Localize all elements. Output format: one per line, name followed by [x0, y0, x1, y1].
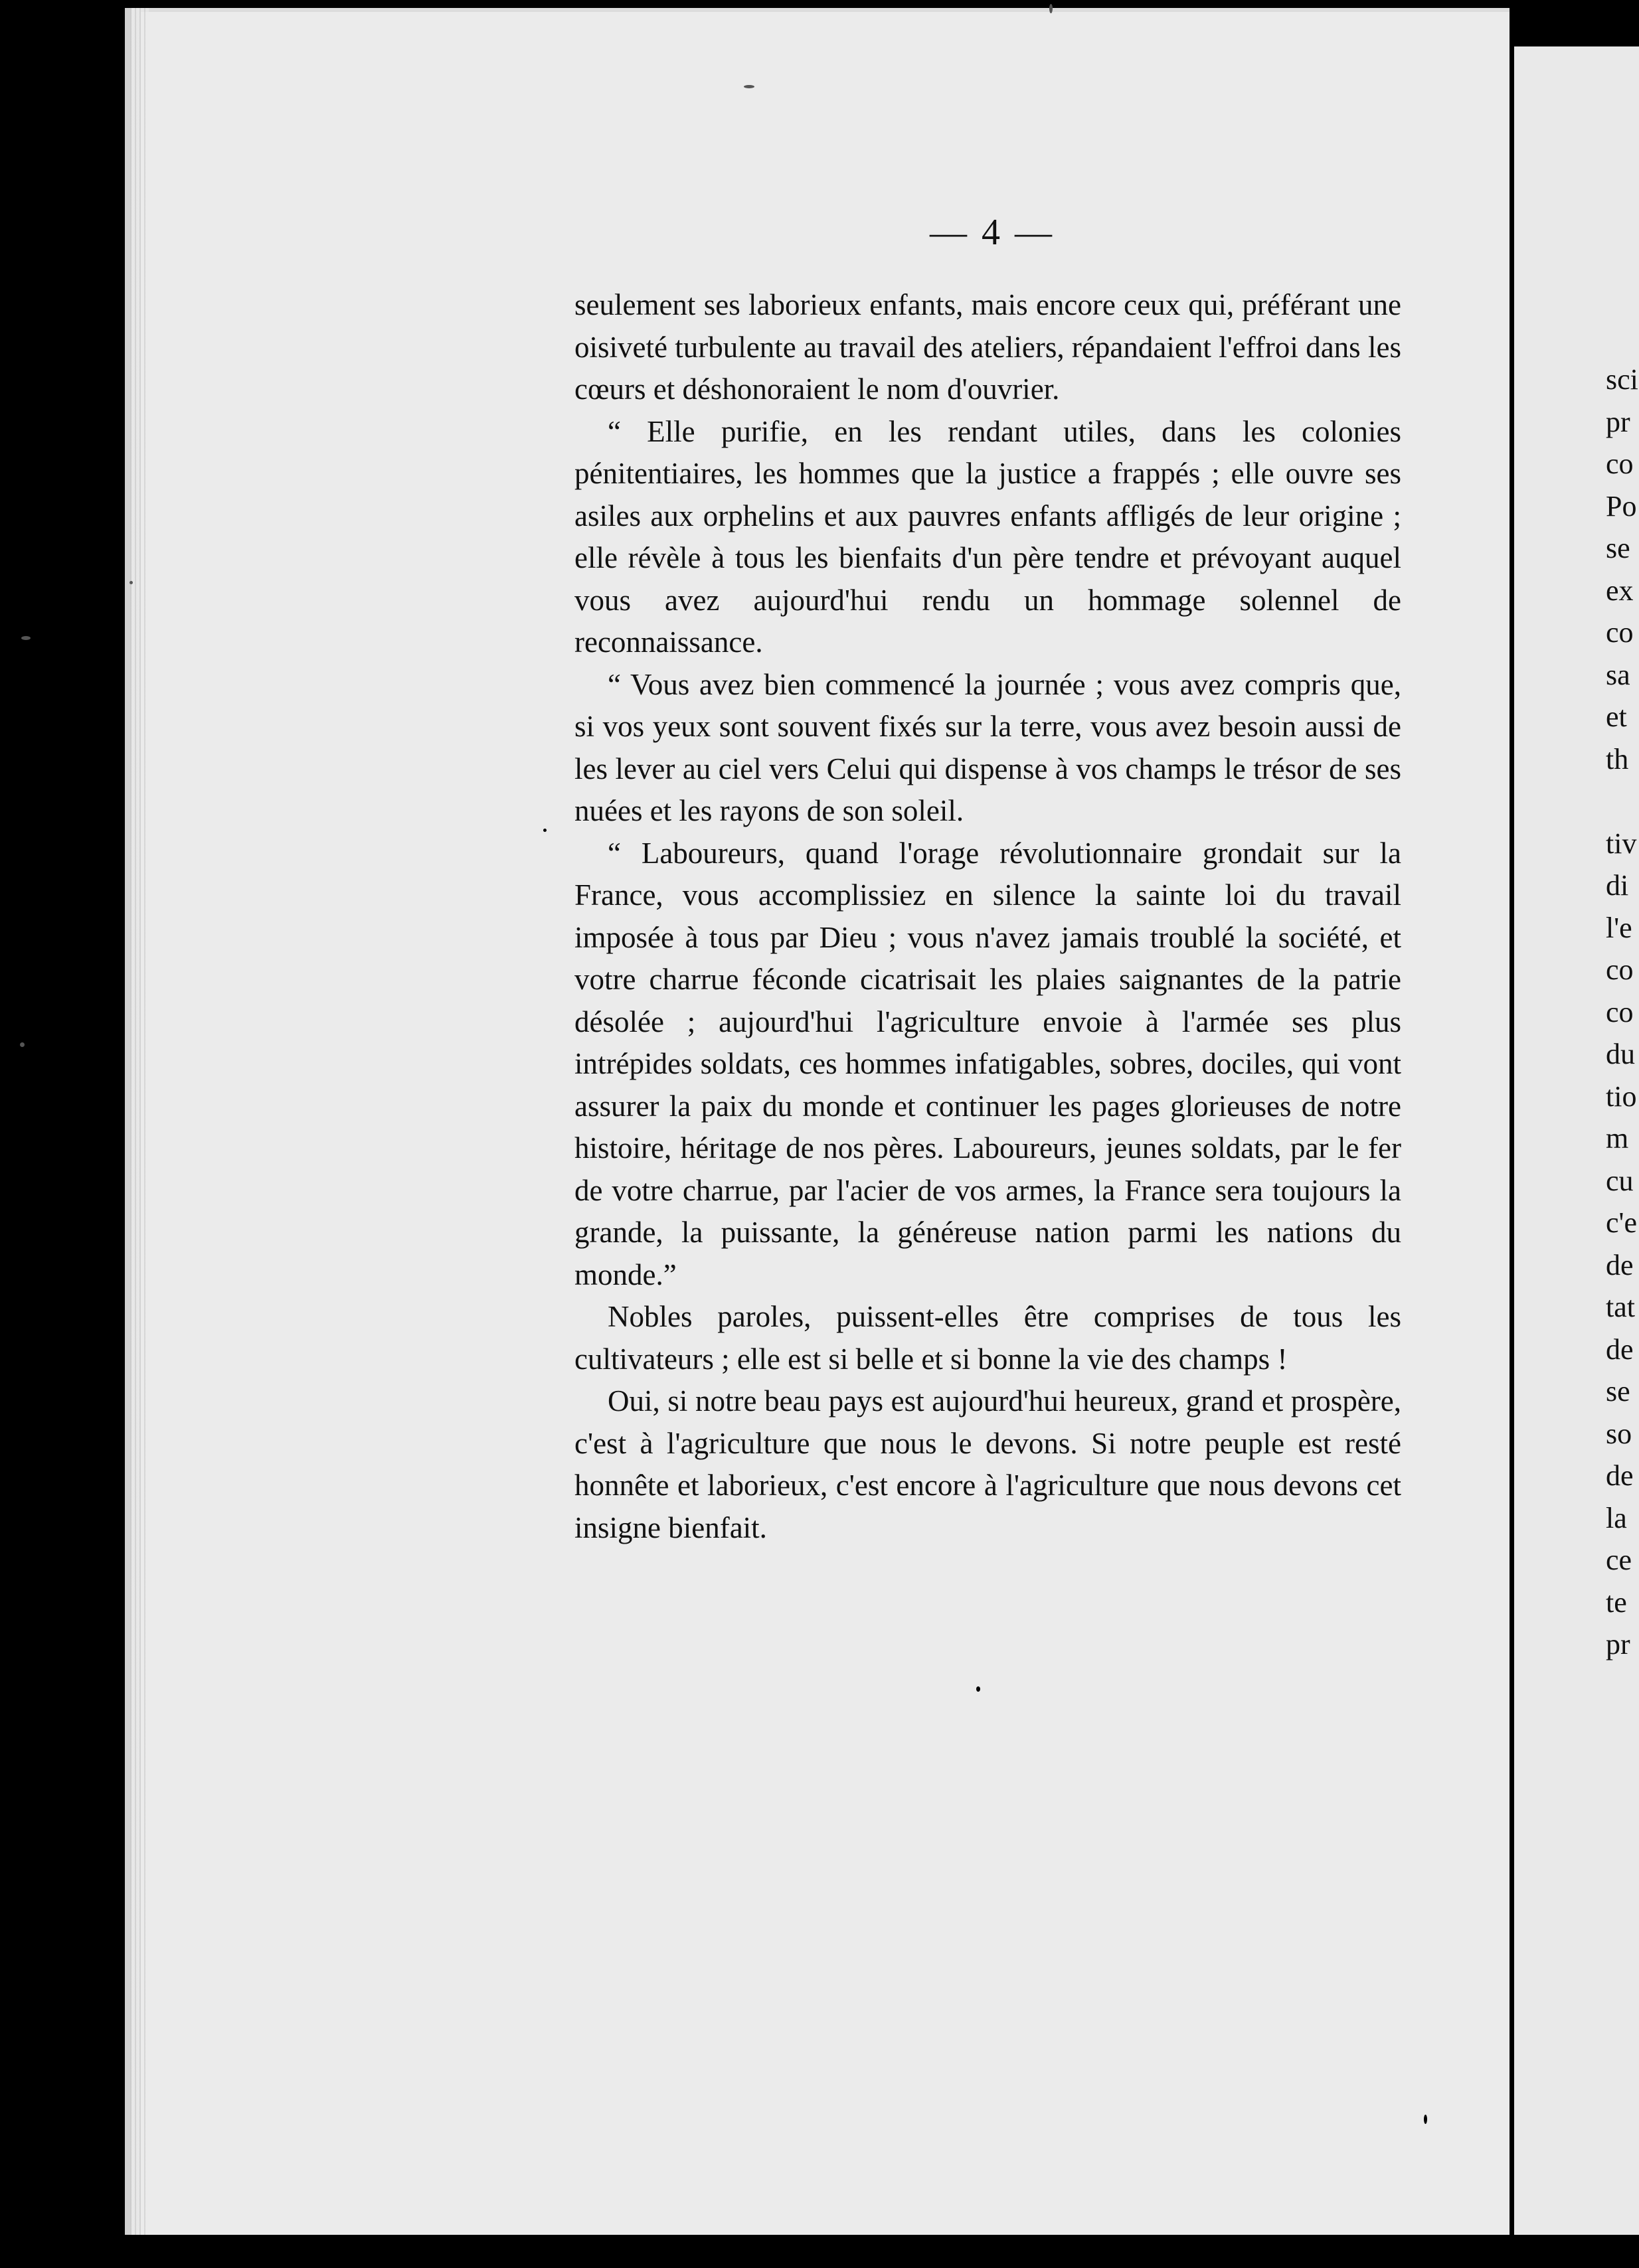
adjacent-line: ex [1606, 574, 1634, 607]
adjacent-line: cu [1606, 1164, 1634, 1197]
adjacent-line: m [1606, 1122, 1629, 1155]
adjacent-line: ce [1606, 1544, 1632, 1576]
scan-speck [543, 829, 547, 832]
adjacent-line: la [1606, 1501, 1627, 1534]
scan-speck [1049, 4, 1053, 13]
adjacent-line: te [1606, 1585, 1627, 1619]
adjacent-line: co [1606, 447, 1634, 480]
paragraph: “ Elle purifie, en les rendant utiles, dans les colonies pénitentiaires, les hommes que la justice a frappés ; elle ouvre ses asiles aux orphelins et aux pauvres enfants affligés de leur origine ; elle révèle à tous les bienfaits d'un père tendre et prévoyant auquel vous avez aujourd'hui rendu un hommage solennel de reconnaissance. [574, 414, 1401, 659]
adjacent-line: so [1606, 1417, 1632, 1450]
adjacent-line: sci [1606, 363, 1638, 396]
adjacent-page [1514, 46, 1639, 2235]
adjacent-line: sa [1606, 658, 1630, 691]
paragraph: seulement ses laborieux enfants, mais encore ceux qui, préférant une oisiveté turbulente au travail des ateliers, répandaient l'effroi dans les cœurs et déshonoraient le nom d'ouvrier. [574, 288, 1401, 406]
adjacent-line: se [1606, 532, 1630, 564]
adjacent-line [1606, 780, 1639, 823]
adjacent-line: pr [1606, 405, 1630, 438]
body-text [574, 284, 1401, 1549]
paragraph: Oui, si notre beau pays est aujourd'hui heureux, grand et prospère, c'est à l'agriculture que nous le devons. Si notre peuple est resté honnête et laborieux, c'est encore à l'agriculture que nous devons cet insigne bienfait. [574, 1384, 1401, 1544]
adjacent-line: co [1606, 616, 1634, 649]
adjacent-line: de [1606, 1248, 1634, 1281]
page-edge [130, 8, 149, 2235]
scan-speck [976, 1686, 980, 1692]
scan-speck [21, 636, 31, 640]
adjacent-line: de [1606, 1333, 1634, 1366]
scan-speck [20, 1042, 25, 1047]
adjacent-line: pr [1606, 1628, 1630, 1660]
paragraph: “ Vous avez bien commencé la journée ; vous avez compris que, si vos yeux sont souvent fixés sur la terre, vous avez besoin aussi de les lever au ciel vers Celui qui dispense à vos champs le trésor de ses nuées et les rayons de son soleil. [574, 667, 1401, 827]
adjacent-line: co [1606, 995, 1634, 1028]
adjacent-page-text [1606, 359, 1639, 1666]
paragraph: “ Laboureurs, quand l'orage révolutionnaire grondait sur la France, vous accomplissiez en silence la sainte loi du travail imposée à tous par Dieu ; vous n'avez jamais troublé la société, et votre charrue féconde cicatrisait les plaies saignantes de la patrie désolée ; aujourd'hui l'agriculture envoie à l'armée ses plus intrépides soldats, ces hommes infatigables, sobres, dociles, qui vont assurer la paix du monde et continuer les pages glorieuses de notre histoire, héritage de nos pères. Laboureurs, jeunes soldats, par le fer de votre charrue, par l'acier de vos armes, la France sera toujours la grande, la puissante, la généreuse nation parmi les nations du monde.” [574, 836, 1401, 1291]
scan-speck [744, 85, 754, 88]
adjacent-line: tio [1606, 1080, 1637, 1113]
adjacent-line: se [1606, 1375, 1630, 1408]
adjacent-line: di [1606, 869, 1629, 902]
adjacent-line: Po [1606, 489, 1637, 523]
adjacent-line: co [1606, 953, 1634, 986]
adjacent-line: th [1606, 742, 1629, 775]
adjacent-line: du [1606, 1038, 1635, 1070]
adjacent-line: et [1606, 700, 1627, 733]
page-number: — 4 — [930, 212, 1055, 253]
adjacent-line: tat [1606, 1291, 1635, 1323]
paragraph: Nobles paroles, puissent-elles être comprises de tous les cultivateurs ; elle est si belle et si bonne la vie des champs ! [574, 1300, 1401, 1376]
adjacent-line: c'e [1606, 1206, 1637, 1239]
adjacent-line: de [1606, 1459, 1634, 1492]
scan-speck [129, 581, 133, 584]
adjacent-line: l'e [1606, 911, 1632, 944]
scan-speck [1424, 2115, 1427, 2124]
adjacent-line: tiv [1606, 827, 1637, 860]
